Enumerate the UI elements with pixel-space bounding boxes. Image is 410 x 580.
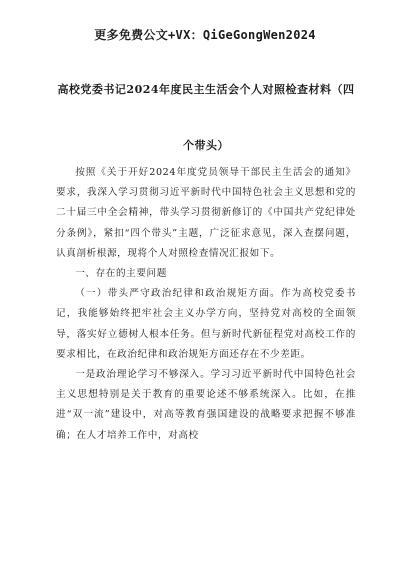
intro-paragraph: 按照《关于开好2024年度党员领导干部民主生活会的通知》要求，我深入学习贯彻习近平新时代中国特色社会主义思想和党的二十届三中全会精神，带头学习贯彻新修订的《中国共产党纪律处分条例》，紧扣“四个带头”主题，广泛征求意见，深入查摆问题，认真剖析根源，现将个人对照检查情况汇报如下。 — [56, 167, 356, 259]
document-body — [56, 163, 356, 446]
point-paragraph: 一是政治理论学习不够深入。学习习近平新时代中国特色社会主义思想特别是关于教育的重要论述不够系统深入。比如，在推进“双一流”建设中，对高等教育强国建设的战略要求把握不够准确；在人才培养工作中，对高校 — [56, 369, 356, 441]
subsection-paragraph: （一）带头严守政治纪律和政治规矩方面。作为高校党委书记，我能够始终把牢社会主义办学方向，坚持党对高校的全面领导，落实好立德树人根本任务。但与新时代新征程党对高校工作的要求相比，在政治纪律和政治规矩方面还存在不少差距。 — [56, 288, 356, 360]
document-title: 高校党委书记2024年度民主生活会个人对照检查材料（四个带头） — [57, 83, 355, 152]
section-heading: 一、存在的主要问题 — [75, 268, 167, 280]
promo-header-text: 更多免费公文+VX：QiGeGongWen2024 — [94, 28, 316, 42]
